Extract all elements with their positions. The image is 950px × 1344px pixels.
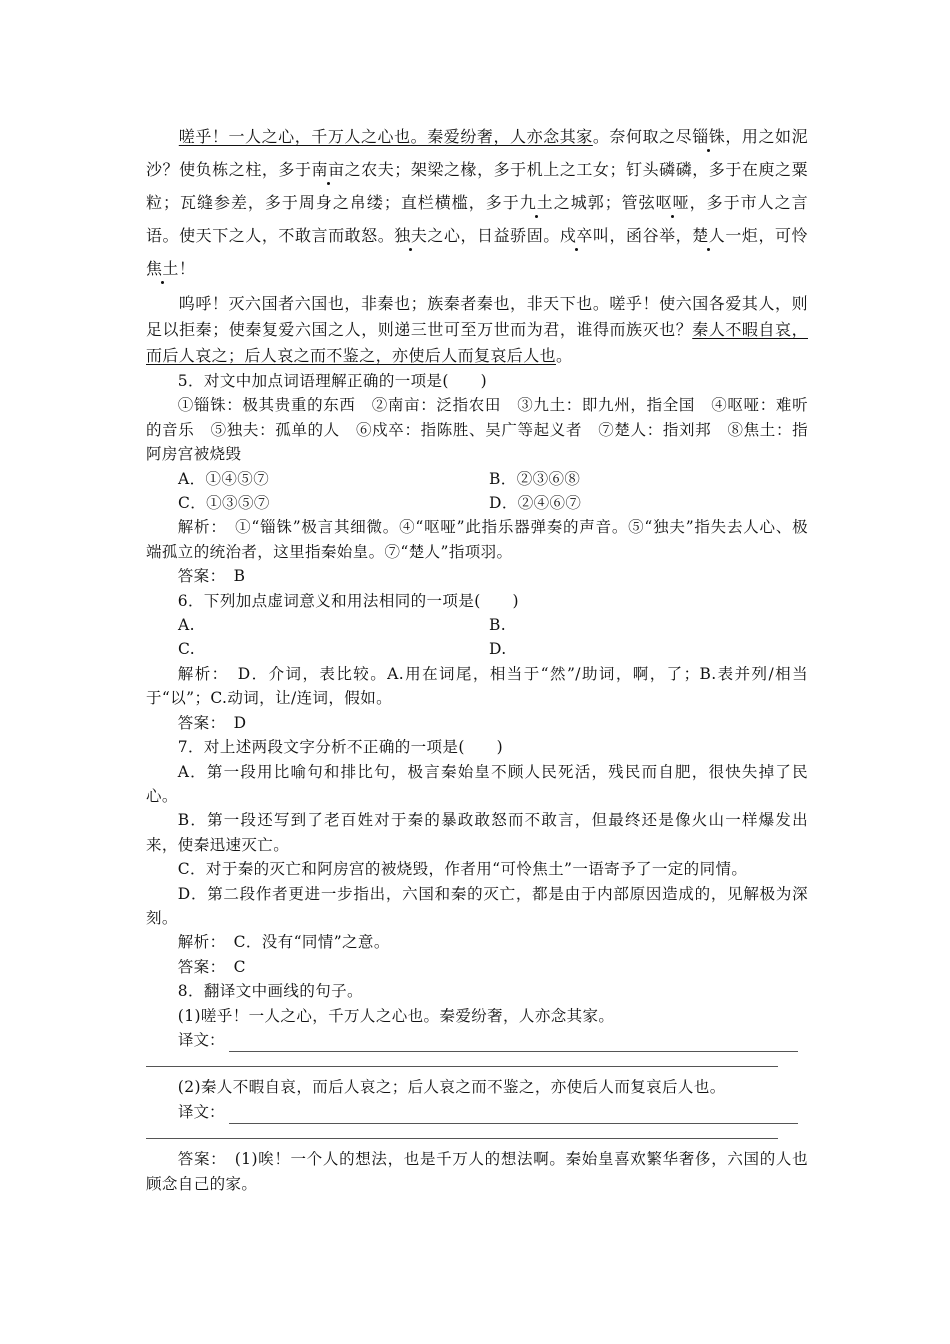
q5-option-c[interactable]: C．①③⑤⑦ [178, 494, 270, 513]
q7-analysis: 解析： C．没有“同情”之意。 [177, 933, 390, 952]
translation-label: 译文： [178, 1030, 225, 1049]
q5-items: ①锱铢：极其贵重的东西 ②南亩：泛指农田 ③九土：即九州，指全国 ④呕哑：难听的音乐 ⑤独夫：孤单的人 ⑥戍卒：指陈胜、吴广等起义者 ⑦楚人：指刘邦 ⑧焦土：指阿房宫被烧毁 [146, 396, 808, 464]
dotted-word-ouya: 呕哑 [655, 193, 690, 212]
underlined-sentence-1: 嗟乎！一人之心，千万人之心也。秦爱纷奢，人亦念其家 [178, 127, 593, 146]
dotted-word-shuzu: 戍卒 [559, 226, 593, 245]
q7-answer: 答案： C [177, 957, 246, 976]
q7-option-d[interactable]: D．第二段作者更进一步指出，六国和秦的灭亡，都是由于内部原因造成的，见解极为深刻。 [146, 884, 808, 927]
q6-stem: 6．下列加点虚词意义和用法相同的一项是( ) [177, 591, 519, 610]
document-page [146, 120, 808, 1196]
dotted-word-nanmu: 南亩 [311, 160, 345, 179]
q7-option-c[interactable]: C．对于秦的灭亡和阿房宫的被烧毁，作者用“可怜焦土”一语寄予了一定的同情。 [177, 860, 748, 879]
dotted-word-zizhu: 锱铢 [692, 127, 726, 146]
dotted-word-dufu: 独夫 [394, 226, 428, 245]
q5-answer: 答案： B [177, 567, 246, 586]
q5-option-b[interactable]: B．②③⑥⑧ [489, 469, 581, 488]
answer-line [146, 1128, 778, 1139]
passage-paragraph-2: 呜呼！灭六国者六国也，非秦也；族秦者秦也，非天下也。嗟乎！使六国各爱其人，则足以拒秦；使秦复爱六国之人，则递三世可至万世而为君，谁得而族灭也？秦人不暇自哀，而后人哀之；后人哀之而不鉴之，亦使后人而复哀后人也。 [146, 294, 808, 365]
q6-analysis: 解析： D．介词，表比较。A.用在词尾，相当于“然”/助词，啊，了；B.表并列/相当于“以”；C.动词，让/连词，假如。 [146, 664, 808, 708]
dotted-word-jiutu: 九土 [519, 193, 554, 212]
q7-option-b[interactable]: B．第一段还写到了老百姓对于秦的暴政敢怒而不敢言，但最终还是像火山一样爆发出来，使秦迅速灭亡。 [146, 811, 808, 854]
answer-line [229, 1109, 798, 1124]
q8-answer: 答案： (1)唉！一个人的想法，也是千万人的想法啊。秦始皇喜欢繁华奢侈，六国的人也顾念自己的家。 [146, 1150, 808, 1193]
q7-option-a[interactable]: A．第一段用比喻句和排比句，极言秦始皇不顾人民死活，残民而自肥，很快失掉了民心。 [146, 762, 808, 805]
q5-stem: 5．对文中加点词语理解正确的一项是( ) [177, 372, 488, 390]
q5-option-a[interactable]: A．①④⑤⑦ [178, 469, 270, 488]
q8-sentence-2: (2)秦人不暇自哀，而后人哀之；后人哀之而不鉴之，亦使后人而复哀后人也。 [177, 1078, 726, 1097]
q6-option-c[interactable]: C. [178, 640, 196, 659]
dotted-word-jiaotu: 焦土 [146, 259, 179, 278]
answer-line [229, 1037, 798, 1052]
q5-analysis: 解析： ①“锱铢”极言其细微。④“呕哑”此指乐器弹奏的声音。⑤“独夫”指失去人心、极端孤立的统治者，这里指秦始皇。⑦“楚人”指项羽。 [146, 518, 808, 561]
q5-options-row-1 [146, 467, 808, 491]
q6-options-row-1 [146, 613, 808, 637]
q7-stem: 7．对上述两段文字分析不正确的一项是( ) [177, 738, 504, 757]
translation-field-2[interactable] [146, 1100, 808, 1124]
passage-paragraph-1: 嗟乎！一人之心，千万人之心也。秦爱纷奢，人亦念其家。奈何取之尽锱铢，用之如泥沙？使负栋之柱，多于南亩之农夫；架梁之椽，多于机上之工女；钉头磷磷，多于在庾之粟粒；瓦缝参差，多于周身之帛缕；直栏横槛，多于九土之城郭；管弦呕哑，多于市人之言语。使天下之人，不敢言而敢怒。独夫之心，日益骄固。戍卒叫，函谷举，楚人一炬，可怜焦土！ [146, 127, 808, 278]
q8-stem: 8．翻译文中画线的句子。 [177, 982, 363, 1001]
translation-label: 译文： [178, 1102, 225, 1121]
dotted-word-churen: 楚人 [692, 226, 726, 245]
q6-option-d[interactable]: D. [489, 640, 507, 659]
translation-field-1[interactable] [146, 1028, 808, 1052]
answer-line [146, 1056, 778, 1067]
q5-options-row-2 [146, 491, 808, 515]
underlined-sentence-2: 秦人不暇自哀，而后人哀之；后人哀之而不鉴之，亦使后人而复哀后人也 [146, 320, 808, 365]
q5-option-d[interactable]: D．②④⑥⑦ [489, 494, 582, 513]
q6-options-row-2 [146, 637, 808, 661]
q8-sentence-1: (1)嗟乎！一人之心，千万人之心也。秦爱纷奢，人亦念其家。 [177, 1006, 615, 1025]
q6-option-a[interactable]: A. [178, 616, 195, 635]
q6-option-b[interactable]: B. [489, 616, 507, 635]
q6-answer: 答案： D [177, 713, 247, 732]
